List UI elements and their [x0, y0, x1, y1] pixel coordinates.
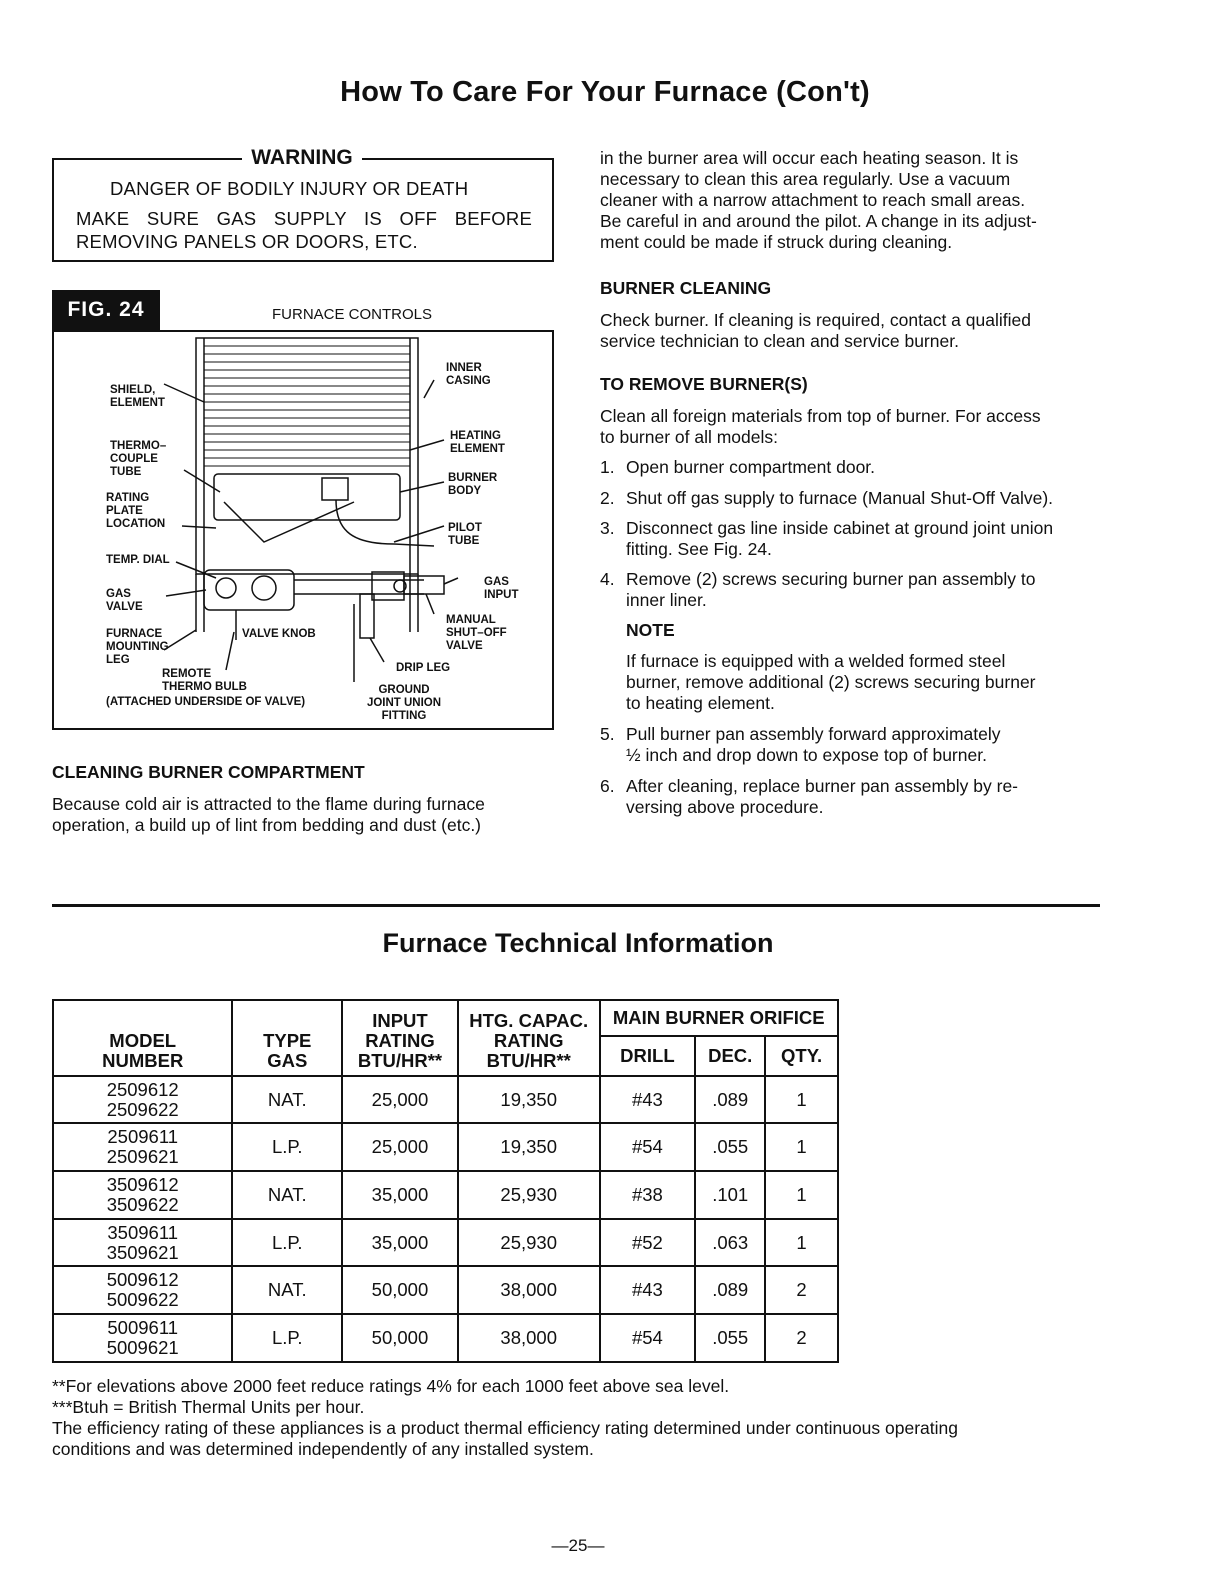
body-line: operation, a build up of lint from bedding and dust (etc.): [52, 815, 482, 835]
label-burner-body: BURNER BODY: [448, 472, 498, 497]
tech-info-title: Furnace Technical Information: [382, 928, 774, 958]
cell-input: 35,000: [342, 1219, 458, 1266]
list-item: 2. Shut off gas supply to furnace (Manual Shut-Off Valve).: [600, 488, 1054, 508]
note-line: burner, remove additional (2) screws securing burner: [626, 672, 1036, 692]
cell-input: 25,000: [342, 1123, 458, 1171]
cell-qty: 2: [765, 1266, 838, 1314]
footnote: **For elevations above 2000 feet reduce ratings 4% for each 1000 feet above sea level.: [52, 1376, 730, 1396]
body-line: Because cold air is attracted to the flame during furnace: [52, 794, 485, 814]
col-header-drill: DRILL: [600, 1036, 696, 1076]
list-item-continuation: inner liner.: [626, 590, 707, 610]
section-heading-remove-burners: TO REMOVE BURNER(S): [600, 374, 808, 394]
label-gas-input: GAS INPUT: [484, 576, 519, 601]
cell-qty: 1: [765, 1123, 838, 1171]
label-temp-dial: TEMP. DIAL: [106, 554, 170, 566]
col-header-input: INPUT RATING BTU/HR**: [342, 1000, 458, 1076]
label-rating-plate: RATING PLATE LOCATION: [106, 492, 166, 530]
cell-qty: 2: [765, 1314, 838, 1362]
label-manual-shutoff: MANUAL SHUT–OFF VALVE: [446, 614, 507, 652]
page-number: —25—: [551, 1536, 605, 1555]
cell-dec: .063: [695, 1219, 765, 1266]
note-heading: NOTE: [626, 620, 675, 640]
list-item: 6. After cleaning, replace burner pan assembly by re-: [600, 776, 1019, 796]
cell-model: 5009612 5009622: [53, 1266, 232, 1314]
list-item-continuation: ½ inch and drop down to expose top of burner.: [626, 745, 987, 765]
warning-heading: WARNING: [251, 146, 353, 169]
list-item: 5. Pull burner pan assembly forward approximately: [600, 724, 1001, 744]
cell-dec: .055: [695, 1314, 765, 1362]
col-header-htg: HTG. CAPAC. RATING BTU/HR**: [458, 1000, 600, 1076]
label-remote-thermo-bulb: REMOTE THERMO BULB: [162, 668, 247, 693]
body-line: to burner of all models:: [600, 427, 779, 447]
table-row: [53, 1219, 838, 1266]
cell-input: 50,000: [342, 1266, 458, 1314]
page-title: How To Care For Your Furnace (Con't): [340, 76, 870, 108]
footnote: ***Btuh = British Thermal Units per hour.: [52, 1397, 365, 1417]
cell-htg: 25,930: [458, 1171, 600, 1219]
label-shield: SHIELD, ELEMENT: [110, 384, 165, 409]
label-inner-casing: INNER CASING: [446, 362, 491, 387]
table-row: [53, 1171, 838, 1219]
cell-qty: 1: [765, 1171, 838, 1219]
section-divider: [52, 904, 1100, 907]
cell-drill: #54: [600, 1123, 696, 1171]
body-line: in the burner area will occur each heating season. It is: [600, 148, 1019, 168]
figure-tag: FIG. 24: [52, 290, 160, 330]
cell-drill: #38: [600, 1171, 696, 1219]
cell-model: 2509611 2509621: [53, 1123, 232, 1171]
warning-line: MAKE SURE GAS SUPPLY IS OFF BEFORE: [76, 208, 532, 229]
list-item: 3. Disconnect gas line inside cabinet at ground joint union: [600, 518, 1054, 538]
table-row: [53, 1076, 838, 1123]
note-line: If furnace is equipped with a welded formed steel: [626, 651, 1006, 671]
label-heating-element: HEATING ELEMENT: [450, 430, 505, 455]
cell-dec: .055: [695, 1123, 765, 1171]
label-valve-knob: VALVE KNOB: [242, 628, 316, 640]
cell-input: 50,000: [342, 1314, 458, 1362]
body-line: cleaner with a narrow attachment to reach small areas.: [600, 190, 1026, 210]
table-row: [53, 1314, 838, 1362]
cell-qty: 1: [765, 1219, 838, 1266]
body-line: Check burner. If cleaning is required, contact a qualified: [600, 310, 1031, 330]
cell-htg: 25,930: [458, 1219, 600, 1266]
list-item-continuation: versing above procedure.: [626, 797, 824, 817]
label-thermocouple: THERMO– COUPLE TUBE: [110, 440, 167, 478]
label-gas-valve: GAS VALVE: [106, 588, 143, 613]
cell-drill: #52: [600, 1219, 696, 1266]
body-line: ment could be made if struck during cleaning.: [600, 232, 953, 252]
col-header-dec: DEC.: [695, 1036, 765, 1076]
label-pilot-tube: PILOT TUBE: [448, 522, 482, 547]
cell-htg: 38,000: [458, 1266, 600, 1314]
cell-htg: 38,000: [458, 1314, 600, 1362]
body-line: Clean all foreign materials from top of burner. For access: [600, 406, 1041, 426]
note-line: to heating element.: [626, 693, 775, 713]
cell-qty: 1: [765, 1076, 838, 1123]
cell-type: NAT.: [232, 1266, 342, 1314]
cell-dec: .089: [695, 1266, 765, 1314]
label-remote-attached: (ATTACHED UNDERSIDE OF VALVE): [106, 696, 306, 708]
warning-line: REMOVING PANELS OR DOORS, ETC.: [76, 231, 418, 252]
col-header-qty: QTY.: [765, 1036, 838, 1076]
body-line: necessary to clean this area regularly. Use a vacuum: [600, 169, 1011, 189]
cell-input: 35,000: [342, 1171, 458, 1219]
cell-htg: 19,350: [458, 1076, 600, 1123]
body-line: Be careful in and around the pilot. A change in its adjust-: [600, 211, 1037, 231]
cell-dec: .089: [695, 1076, 765, 1123]
col-header-orifice: MAIN BURNER ORIFICE: [600, 1000, 838, 1036]
cell-model: 5009611 5009621: [53, 1314, 232, 1362]
label-ground-joint: GROUND JOINT UNION FITTING: [366, 684, 442, 722]
figure-caption: FURNACE CONTROLS: [272, 306, 433, 323]
cell-type: L.P.: [232, 1314, 342, 1362]
cell-model: 3509611 3509621: [53, 1219, 232, 1266]
table-row: [53, 1266, 838, 1314]
cell-type: L.P.: [232, 1219, 342, 1266]
footnote: conditions and was determined independently of any installed system.: [52, 1439, 594, 1459]
cell-model: 2509612 2509622: [53, 1076, 232, 1123]
tech-info-table: [52, 999, 839, 1363]
cell-type: L.P.: [232, 1123, 342, 1171]
label-mounting-leg: FURNACE MOUNTING LEG: [106, 628, 169, 666]
cell-dec: .101: [695, 1171, 765, 1219]
cell-type: NAT.: [232, 1076, 342, 1123]
cell-model: 3509612 3509622: [53, 1171, 232, 1219]
table-row: [53, 1123, 838, 1171]
cell-type: NAT.: [232, 1171, 342, 1219]
cell-drill: #43: [600, 1076, 696, 1123]
list-item-continuation: fitting. See Fig. 24.: [626, 539, 772, 559]
label-drip-leg: DRIP LEG: [396, 662, 451, 674]
col-header-type: TYPE GAS: [232, 1000, 342, 1076]
cell-drill: #54: [600, 1314, 696, 1362]
cell-input: 25,000: [342, 1076, 458, 1123]
furnace-controls-figure: [52, 330, 554, 730]
body-line: service technician to clean and service burner.: [600, 331, 959, 351]
list-item: 4. Remove (2) screws securing burner pan assembly to: [600, 569, 1036, 589]
warning-line: DANGER OF BODILY INJURY OR DEATH: [110, 178, 469, 199]
section-heading-burner-cleaning: BURNER CLEANING: [600, 278, 772, 298]
cell-htg: 19,350: [458, 1123, 600, 1171]
footnote: The efficiency rating of these appliances is a product thermal efficiency rating determined under continuous operating: [52, 1418, 959, 1438]
list-item: 1. Open burner compartment door.: [600, 457, 876, 477]
col-header-model: MODEL NUMBER: [53, 1000, 232, 1076]
section-heading-cleaning: CLEANING BURNER COMPARTMENT: [52, 762, 365, 782]
cell-drill: #43: [600, 1266, 696, 1314]
